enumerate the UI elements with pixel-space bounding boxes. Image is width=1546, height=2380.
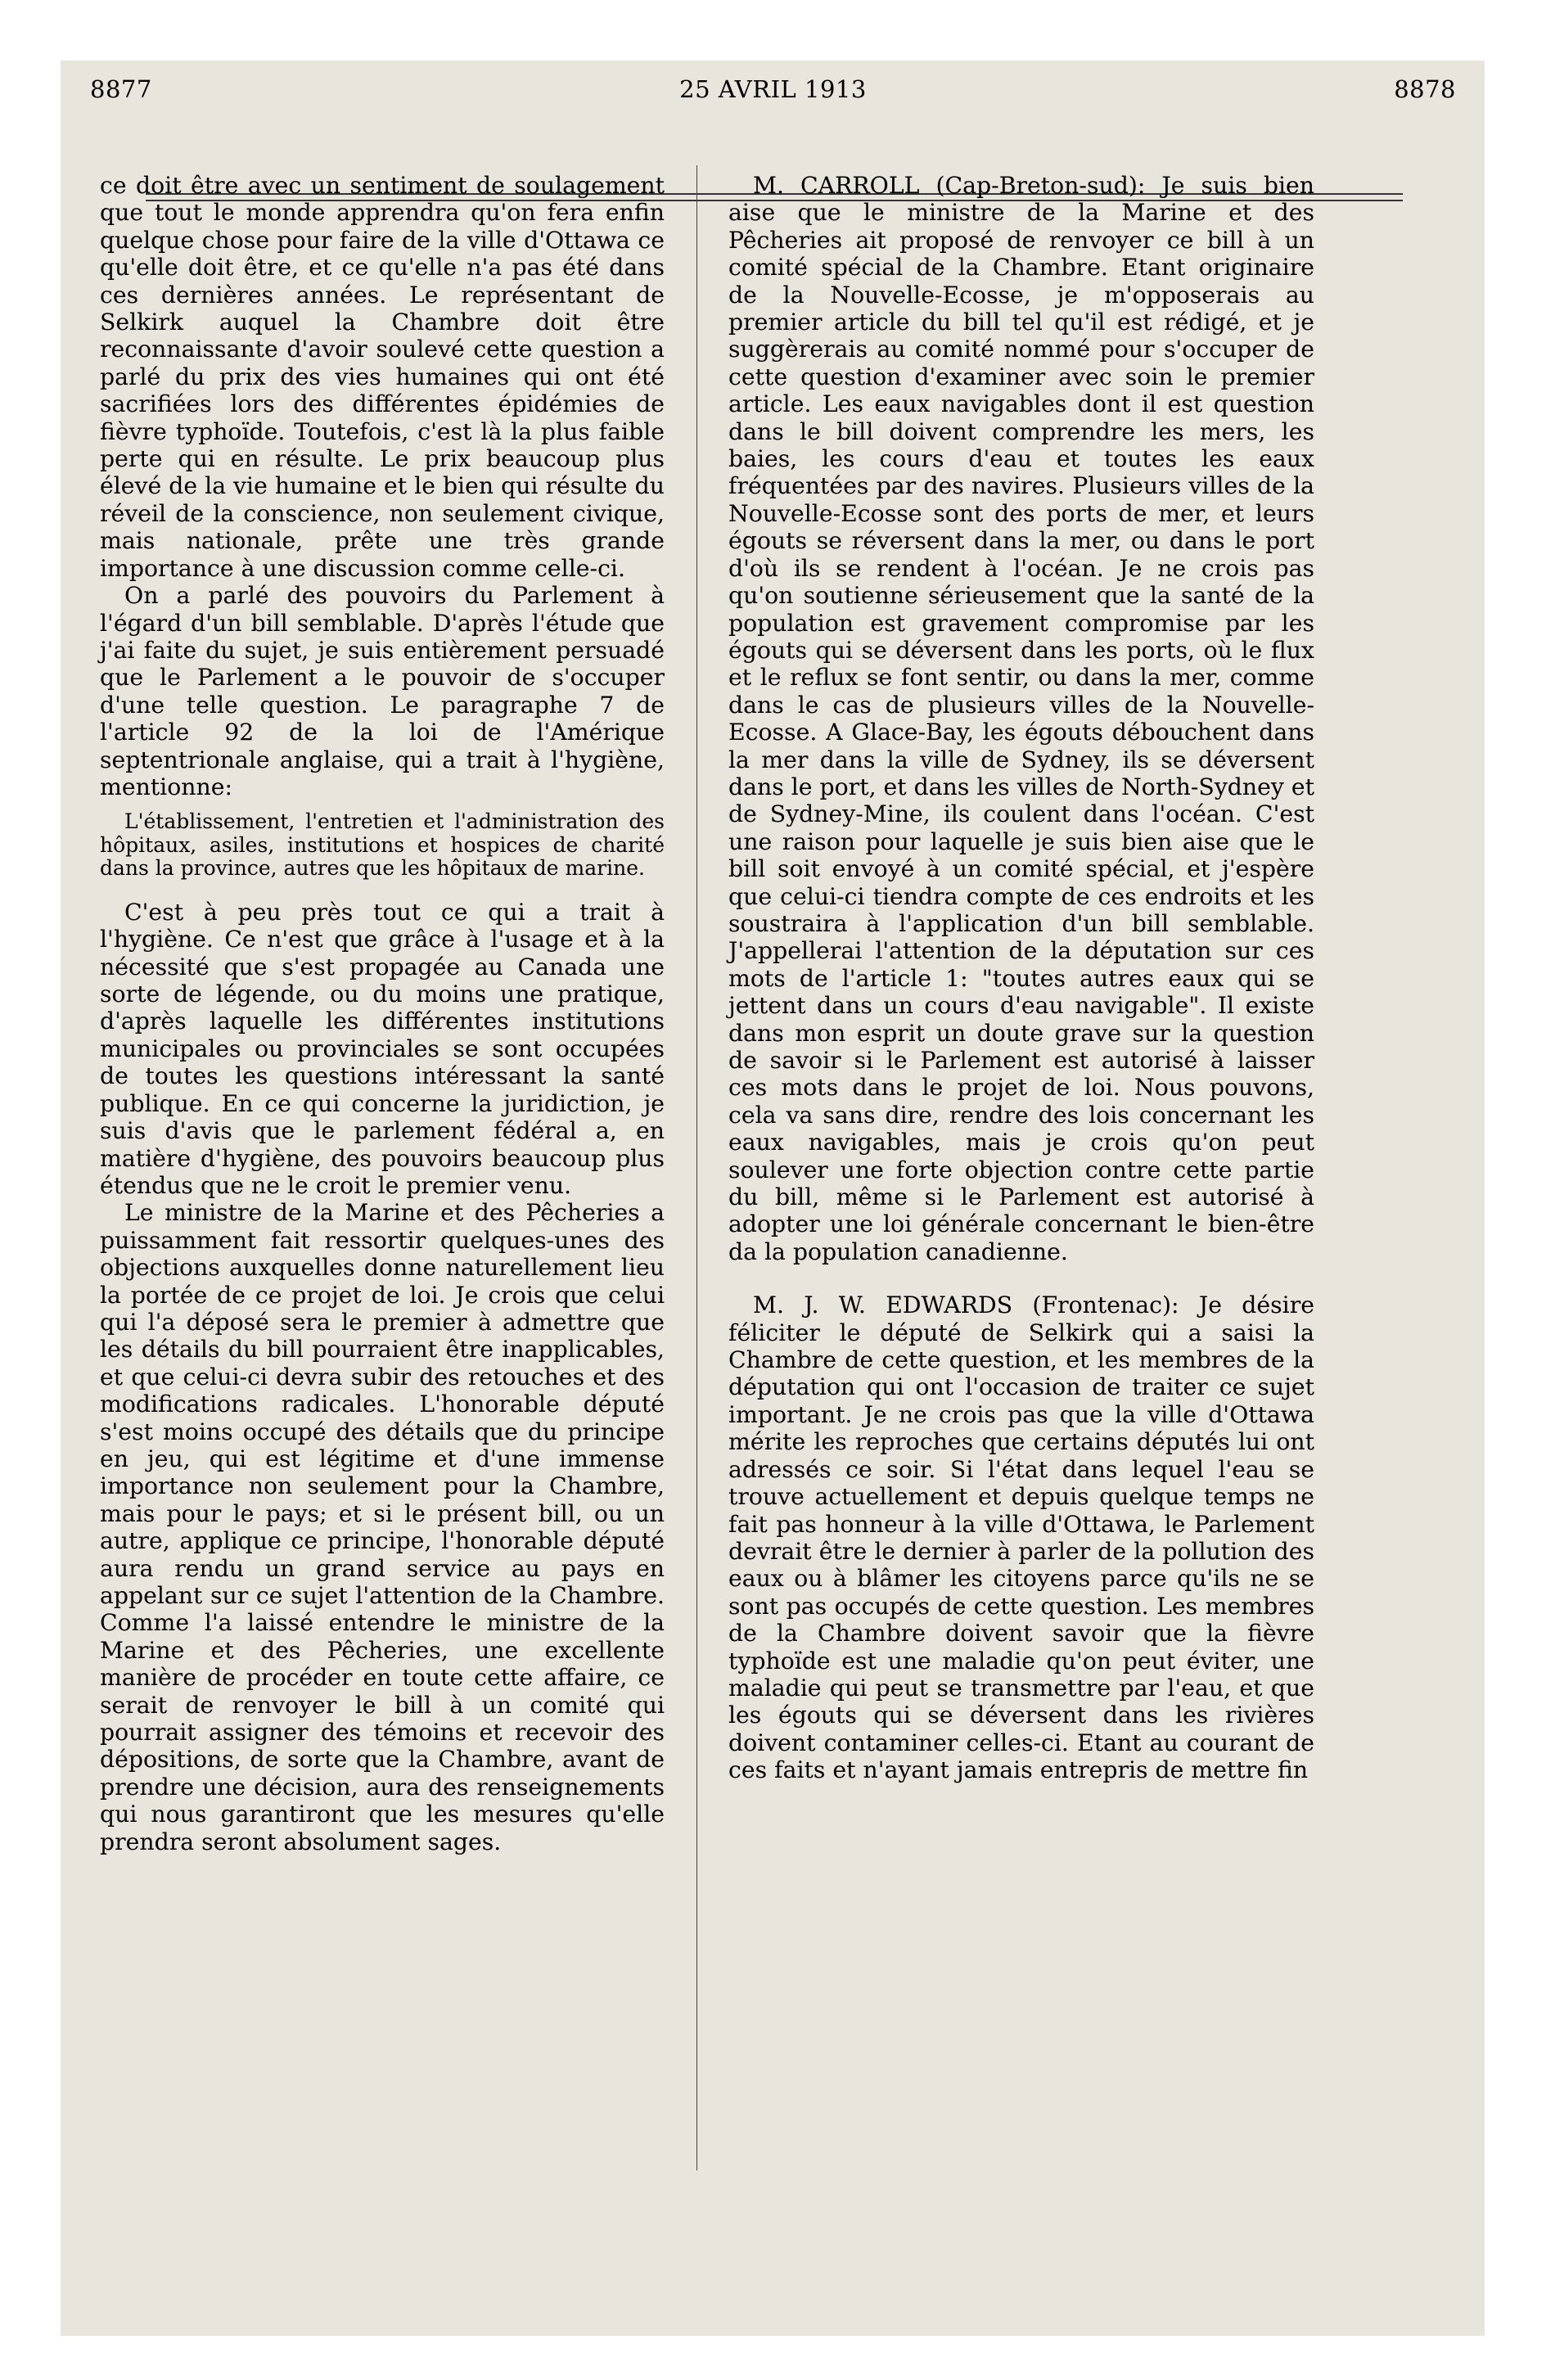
paragraph: C'est à peu près tout ce qui a trait à l'hygiène. Ce n'est que grâce à l'usage et à la nécessité que s'est propagée au Canada une sorte de légende, ou du moins une pratique, d'après laquelle les différentes institutions municipales ou provinciales se sont occupées de toutes les questions intéressant la santé publique. En ce qui concerne la juridiction, je suis d'avis que le parlement fédéral a, en matière d'hygiène, des pouvoirs beaucoup plus étendus que ne le croit le premier venu.	[100, 898, 665, 1199]
block-quote: L'établissement, l'entretien et l'administration des hôpitaux, asiles, institutions et hospices de charité dans la province, autres que les hôpitaux de marine.	[100, 809, 665, 881]
paragraph: Le ministre de la Marine et des Pêcheries a puissamment fait ressortir quelques-unes des objections auxquelles donne naturellement lieu la portée de ce projet de loi. Je crois que celui qui l'a déposé sera le premier à admettre que les détails du bill pourraient être inapplicables, et que celui-ci devra subir des retouches et des modifications radicales. L'honorable député s'est moins occupé des détails que du principe en jeu, qui est légitime et d'une immense importance non seulement pour la Chambre, mais pour le pays; et si le présent bill, ou un autre, applique ce principe, l'honorable député aura rendu un grand service au pays en appelant sur ce sujet l'attention de la Chambre. Comme l'a laissé entendre le ministre de la Marine et des Pêcheries, une excellente manière de procéder en toute cette affaire, ce serait de renvoyer le bill à un comité qui pourrait assigner des témoins et recevoir des dépositions, de sorte que la Chambre, avant de prendre une décision, aura des renseignements qui nous garantiront que les mesures qu'elle prendra seront absolument sages.	[100, 1199, 665, 1855]
column-divider	[696, 165, 697, 2170]
page-header	[90, 75, 1456, 108]
page-date: 25 AVRIL 1913	[679, 75, 867, 103]
page-number-left: 8877	[90, 75, 152, 103]
speech-carroll: M. CARROLL (Cap-Breton-sud): Je suis bien aise que le ministre de la Marine et des Pêcheries ait proposé de renvoyer ce bill à un comité spécial de la Chambre. Etant originaire de la Nouvelle-Ecosse, je m'opposerais au premier article du bill tel qu'il est rédigé, et je suggèrerais au comité nommé pour s'occuper de cette question d'examiner avec soin le premier article. Les eaux navigables dont il est question dans le bill doivent comprendre les mers, les baies, les cours d'eau et toutes les eaux fréquentées par des navires. Plusieurs villes de la Nouvelle-Ecosse sont des ports de mer, et leurs égouts se réversent dans la mer, ou dans le port d'où ils se rendent à l'océan. Je ne crois pas qu'on soutienne sérieusement que la santé de la population est gravement compromise par les égouts qui se déversent dans les ports, où le flux et le reflux se font sentir, ou dans la mer, comme dans le cas de plusieurs villes de la Nouvelle-Ecosse. A Glace-Bay, les égouts débouchent dans la mer dans la ville de Sydney, ils se déversent dans le port, et dans les villes de North-Sydney et de Sydney-Mine, ils coulent dans l'océan. C'est une raison pour laquelle je suis bien aise que le bill soit envoyé à un comité spécial, et j'espère que celui-ci tiendra compte de ces endroits et les soustraira à l'application d'un bill semblable. J'appellerai l'attention de la députation sur ces mots de l'article 1: "toutes autres eaux qui se jettent dans un cours d'eau navigable". Il existe dans mon esprit un doute grave sur la question de savoir si le Parlement est autorisé à laisser ces mots dans le projet de loi. Nous pouvons, cela va sans dire, rendre des lois concernant les eaux navigables, mais je crois qu'on peut soulever une forte objection contre cette partie du bill, même si le Parlement est autorisé à adopter une loi générale concernant le bien-être da la population canadienne.	[728, 172, 1314, 1265]
page-number-right: 8878	[1394, 75, 1456, 103]
right-column	[728, 172, 1314, 1784]
speech-edwards: M. J. W. EDWARDS (Frontenac): Je désire féliciter le député de Selkirk qui a saisi la Chambre de cette question, et les membres de la députation qui ont l'occasion de traiter ce sujet important. Je ne crois pas que la ville d'Ottawa mérite les reproches que certains députés lui ont adressés ce soir. Si l'état dans lequel l'eau se trouve actuellement et depuis quelque temps ne fait pas honneur à la ville d'Ottawa, le Parlement devrait être le dernier à parler de la pollution des eaux ou à blâmer les citoyens parce qu'ils ne se sont pas occupés de cette question. Les membres de la Chambre doivent savoir que la fièvre typhoïde est une maladie qu'on peut éviter, une maladie qui peut se transmettre par l'eau, et que les égouts qui se déversent dans les rivières doivent contaminer celles-ci. Etant au courant de ces faits et n'ayant jamais entrepris de mettre fin	[728, 1291, 1314, 1784]
paragraph: On a parlé des pouvoirs du Parlement à l'égard d'un bill semblable. D'après l'étude que j'ai faite du sujet, je suis entièrement persuadé que le Parlement a le pouvoir de s'occuper d'une telle question. Le paragraphe 7 de l'article 92 de la loi de l'Amérique septentrionale anglaise, qui a trait à l'hygiène, mentionne:	[100, 582, 665, 800]
paragraph: ce doit être avec un sentiment de soulagement que tout le monde apprendra qu'on fera enfin quelque chose pour faire de la ville d'Ottawa ce qu'elle doit être, et ce qu'elle n'a pas été dans ces dernières années. Le représentant de Selkirk auquel la Chambre doit être reconnaissante d'avoir soulevé cette question a parlé du prix des vies humaines qui ont été sacrifiées lors des différentes épidémies de fièvre typhoïde. Toutefois, c'est là la plus faible perte qui en résulte. Le prix beaucoup plus élevé de la vie humaine et le bien qui résulte du réveil de la conscience, non seulement civique, mais nationale, prête une très grande importance à une discussion comme celle-ci.	[100, 172, 665, 582]
left-column	[100, 172, 665, 1855]
